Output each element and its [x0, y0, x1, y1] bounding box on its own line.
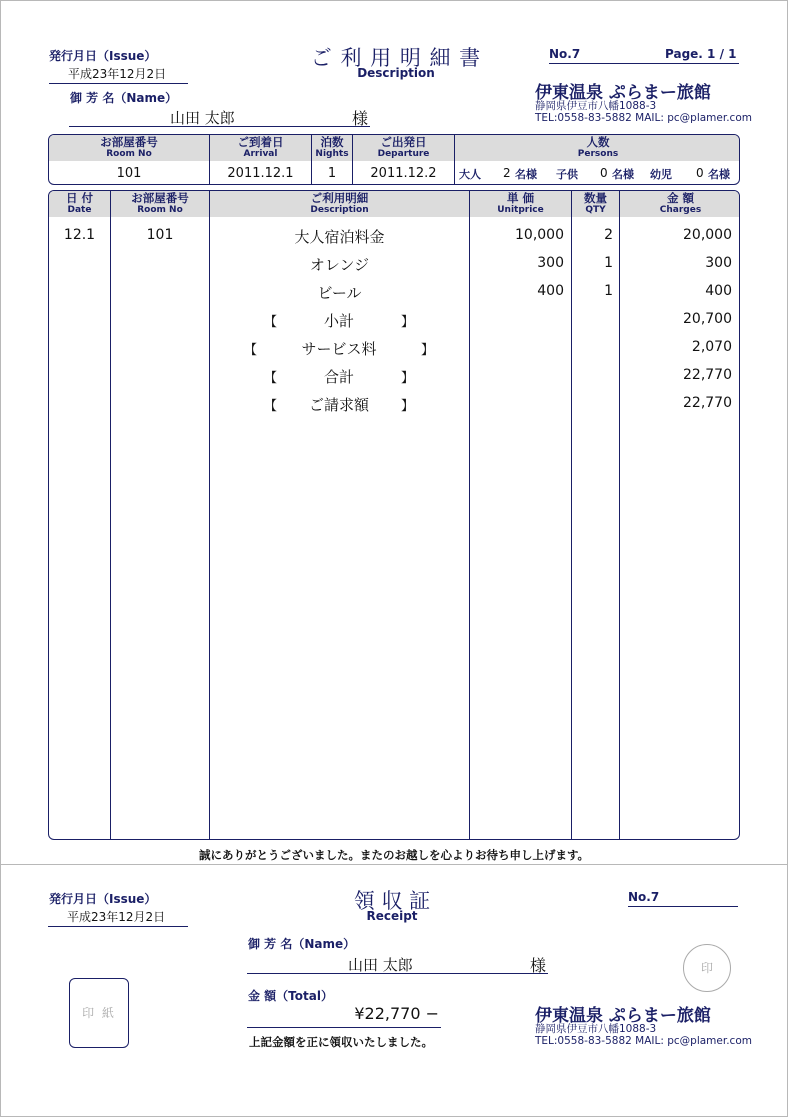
receipt-subtitle: Receipt [366, 909, 418, 923]
summary-amount: 22,770 [683, 395, 732, 411]
infant-label: 幼児 [650, 168, 672, 181]
stay-departure: 2011.12.2 [370, 166, 437, 181]
thanks-message: 誠にありがとうございました。またのお越しを心よりお待ち申し上げます。 [198, 848, 590, 862]
infant-unit: 名様 [708, 168, 730, 181]
summary-amount: 22,770 [683, 367, 732, 383]
receipt-issue-label: 発行月日（Issue） [49, 892, 157, 906]
issue-label: 発行月日（Issue） [49, 49, 157, 63]
header-arrival: ご到着日 Arrival [210, 135, 311, 161]
row-room: 101 [146, 227, 174, 243]
row-description: オレンジ [309, 256, 370, 274]
row-description: 大人宿泊料金 [294, 228, 385, 246]
adult-label: 大人 [459, 168, 481, 181]
summary-label: 小計 [323, 312, 354, 330]
detail-table [48, 190, 740, 840]
page-number: Page. 1 / 1 [665, 47, 737, 61]
header-nights: 泊数 Nights [312, 135, 352, 161]
invoice-number [549, 47, 739, 64]
infant-count: 0 [696, 166, 704, 180]
summary-amount: 2,070 [691, 339, 732, 355]
row-unitprice: 10,000 [515, 227, 564, 243]
guest-name-line [69, 106, 370, 127]
child-label: 子供 [556, 168, 578, 181]
summary-row-subtotal: 【 小計 】 20,700 [264, 311, 732, 330]
header-room: お部屋番号 Room No [111, 191, 209, 217]
row-date: 12.1 [63, 227, 96, 243]
header-departure: ご出発日 Departure [353, 135, 454, 161]
table-row [49, 277, 739, 305]
row-unitprice: 300 [537, 255, 564, 271]
summary-label: ご請求額 [308, 396, 369, 414]
summary-row-billed: 【 ご請求額 】 22,770 [264, 395, 732, 414]
document-subtitle: Description [357, 66, 435, 80]
header-charges: 金 額 Charges [620, 191, 740, 217]
receipt-guest-name: 山田 太郎 [348, 956, 413, 974]
seal-circle: 印 [683, 944, 731, 992]
guest-name: 山田 太郎 [170, 109, 235, 127]
company-address: 静岡県伊豆市八幡1088-3 [535, 100, 657, 112]
header-date: 日 付 Date [49, 191, 110, 217]
row-charges: 300 [705, 255, 732, 271]
row-qty: 1 [604, 255, 613, 271]
invoice-no: No.7 [549, 47, 581, 61]
cut-line [1, 864, 787, 865]
issue-date: 平成23年12月2日 [49, 65, 188, 84]
total-amount: ¥22,770 − [247, 1004, 441, 1028]
honorific: 様 [352, 109, 369, 128]
company-name: 伊東温泉 ぷらまー旅館 [535, 83, 711, 103]
header-qty: 数量 QTY [572, 191, 619, 217]
document-title: ご 利 用 明 細 書 [310, 46, 482, 70]
table-row [49, 221, 739, 249]
receipt-name-line [247, 952, 548, 974]
table-row [49, 249, 739, 277]
received-statement: 上記金額を正に領収いたしました。 [249, 1035, 433, 1049]
row-charges: 400 [705, 283, 732, 299]
summary-label: サービス料 [301, 340, 377, 358]
name-label: 御 芳 名（Name） [70, 91, 178, 105]
summary-row-total: 【 合計 】 22,770 [264, 367, 732, 386]
receipt-company-address: 静岡県伊豆市八幡1088-3 [535, 1023, 657, 1035]
row-charges: 20,000 [683, 227, 732, 243]
receipt-company-contact: TEL:0558-83-5882 MAIL: pc@plamer.com [535, 1035, 752, 1047]
revenue-stamp-box: 印 紙 [69, 978, 129, 1048]
receipt-title: 領 収 証 [353, 889, 431, 913]
adult-count: 2 [503, 166, 511, 180]
header-unitprice: 単 価 Unitprice [470, 191, 571, 217]
receipt-company-name: 伊東温泉 ぷらまー旅館 [535, 1006, 711, 1026]
row-description: ビール [317, 284, 362, 302]
receipt-issue-date: 平成23年12月2日 [48, 908, 188, 927]
company-contact: TEL:0558-83-5882 MAIL: pc@plamer.com [535, 112, 752, 124]
stay-nights: 1 [327, 166, 337, 181]
header-description: ご利用明細 Description [210, 191, 469, 217]
stay-room: 101 [116, 166, 142, 181]
adult-unit: 名様 [515, 168, 537, 181]
row-unitprice: 400 [537, 283, 564, 299]
stay-info-table [48, 134, 740, 185]
child-count: 0 [600, 166, 608, 180]
summary-amount: 20,700 [683, 311, 732, 327]
child-unit: 名様 [612, 168, 634, 181]
divider [454, 135, 455, 184]
row-qty: 2 [604, 227, 613, 243]
receipt-honorific: 様 [530, 956, 547, 975]
receipt-number: No.7 [628, 890, 738, 907]
header-persons: 人数 Persons [455, 135, 740, 161]
summary-label: 合計 [323, 368, 354, 386]
stay-arrival: 2011.12.1 [227, 166, 294, 181]
summary-row-service: 【 サービス料 】 2,070 [244, 339, 732, 358]
row-qty: 1 [604, 283, 613, 299]
receipt-name-label: 御 芳 名（Name） [248, 937, 356, 951]
header-room: お部屋番号 Room No [49, 135, 209, 161]
total-label: 金 額（Total） [248, 989, 333, 1003]
